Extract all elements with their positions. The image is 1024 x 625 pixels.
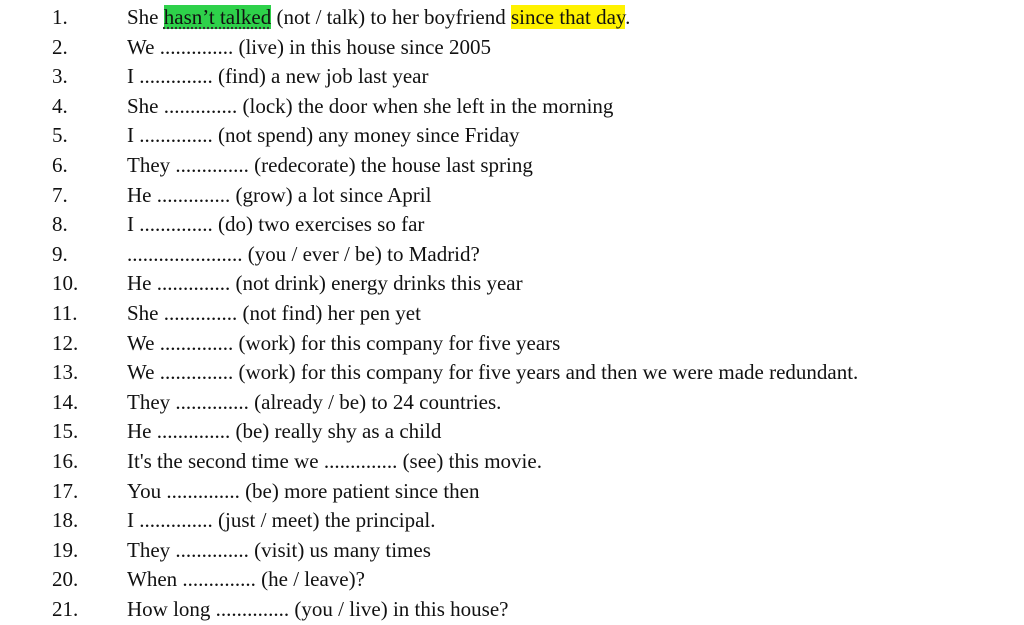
answer-highlight: hasn’t talked bbox=[163, 5, 272, 29]
list-item bbox=[0, 92, 1024, 122]
item-number: 9. bbox=[52, 241, 68, 266]
list-item bbox=[0, 358, 1024, 388]
item-sentence bbox=[127, 329, 560, 359]
exercise-list bbox=[0, 3, 1024, 624]
sentence-text: They .............. (already / be) to 24 countries. bbox=[127, 389, 502, 414]
item-sentence bbox=[127, 477, 479, 507]
sentence-text: He .............. (not drink) energy drinks this year bbox=[127, 271, 523, 296]
sentence-text: I .............. (not spend) any money since Friday bbox=[127, 123, 520, 148]
item-sentence bbox=[127, 181, 431, 211]
list-item bbox=[0, 181, 1024, 211]
list-item bbox=[0, 240, 1024, 270]
item-sentence bbox=[127, 210, 424, 240]
list-item bbox=[0, 121, 1024, 151]
item-number: 4. bbox=[52, 93, 68, 118]
item-sentence bbox=[127, 536, 431, 566]
sentence-text: (not / talk) to her boyfriend bbox=[271, 5, 511, 29]
item-number: 11. bbox=[52, 300, 78, 325]
item-sentence bbox=[127, 121, 520, 151]
item-number: 16. bbox=[52, 448, 79, 473]
item-number: 5. bbox=[52, 123, 68, 148]
list-item bbox=[0, 506, 1024, 536]
item-sentence bbox=[127, 447, 542, 477]
sentence-text: . bbox=[625, 5, 631, 29]
item-number: 17. bbox=[52, 478, 79, 503]
item-number: 19. bbox=[52, 537, 79, 562]
item-number: 15. bbox=[52, 419, 79, 444]
item-sentence bbox=[127, 358, 858, 388]
sentence-text: He .............. (grow) a lot since April bbox=[127, 182, 432, 207]
list-item bbox=[0, 269, 1024, 299]
list-item bbox=[0, 477, 1024, 507]
item-number: 12. bbox=[52, 330, 79, 355]
item-number: 7. bbox=[52, 182, 68, 207]
item-number: 13. bbox=[52, 360, 79, 385]
item-number: 14. bbox=[52, 389, 79, 414]
list-item bbox=[0, 3, 1024, 33]
sentence-text: It's the second time we .............. (see) this movie. bbox=[127, 448, 542, 473]
list-item bbox=[0, 595, 1024, 625]
list-item bbox=[0, 388, 1024, 418]
list-item bbox=[0, 417, 1024, 447]
sentence-text: They .............. (visit) us many times bbox=[127, 537, 431, 562]
item-number: 1. bbox=[52, 5, 68, 29]
item-sentence bbox=[127, 506, 436, 536]
sentence-text: I .............. (just / meet) the principal. bbox=[127, 508, 436, 533]
sentence-text: I .............. (do) two exercises so far bbox=[127, 212, 425, 237]
item-sentence bbox=[127, 33, 491, 63]
item-sentence bbox=[127, 62, 429, 92]
item-number: 20. bbox=[52, 567, 79, 592]
list-item bbox=[0, 447, 1024, 477]
item-number: 8. bbox=[52, 212, 68, 237]
item-sentence bbox=[127, 565, 365, 595]
list-item bbox=[0, 33, 1024, 63]
list-item bbox=[0, 210, 1024, 240]
sentence-text: He .............. (be) really shy as a child bbox=[127, 419, 442, 444]
sentence-text: You .............. (be) more patient since then bbox=[127, 478, 480, 503]
list-item bbox=[0, 565, 1024, 595]
sentence-text: We .............. (work) for this company for five years and then we were made redundant. bbox=[127, 360, 859, 385]
sentence-text: We .............. (work) for this company for five years bbox=[127, 330, 561, 355]
sentence-text: When .............. (he / leave)? bbox=[127, 567, 365, 592]
item-sentence bbox=[127, 388, 501, 418]
item-sentence bbox=[127, 92, 613, 122]
time-expression-highlight: since that day bbox=[510, 5, 626, 29]
sentence-text: ...................... (you / ever / be) to Madrid? bbox=[127, 241, 480, 266]
item-number: 10. bbox=[52, 271, 79, 296]
item-sentence bbox=[127, 269, 523, 299]
item-number: 3. bbox=[52, 64, 68, 89]
list-item bbox=[0, 151, 1024, 181]
item-sentence bbox=[127, 595, 508, 625]
list-item bbox=[0, 536, 1024, 566]
item-number: 21. bbox=[52, 596, 79, 621]
item-number: 6. bbox=[52, 152, 68, 177]
sentence-text: How long .............. (you / live) in this house? bbox=[127, 596, 509, 621]
sentence-text: I .............. (find) a new job last year bbox=[127, 64, 429, 89]
item-sentence bbox=[127, 240, 480, 270]
item-sentence bbox=[127, 151, 533, 181]
item-sentence bbox=[127, 299, 421, 329]
list-item bbox=[0, 62, 1024, 92]
item-sentence bbox=[127, 3, 630, 33]
sentence-text: They .............. (redecorate) the house last spring bbox=[127, 152, 533, 177]
sentence-text: She bbox=[127, 5, 164, 29]
list-item bbox=[0, 329, 1024, 359]
sentence-text: We .............. (live) in this house since 2005 bbox=[127, 34, 492, 59]
sentence-text: She .............. (not find) her pen yet bbox=[127, 300, 421, 325]
list-item bbox=[0, 299, 1024, 329]
item-number: 18. bbox=[52, 508, 79, 533]
item-sentence bbox=[127, 417, 441, 447]
item-number: 2. bbox=[52, 34, 68, 59]
sentence-text: She .............. (lock) the door when she left in the morning bbox=[127, 93, 614, 118]
